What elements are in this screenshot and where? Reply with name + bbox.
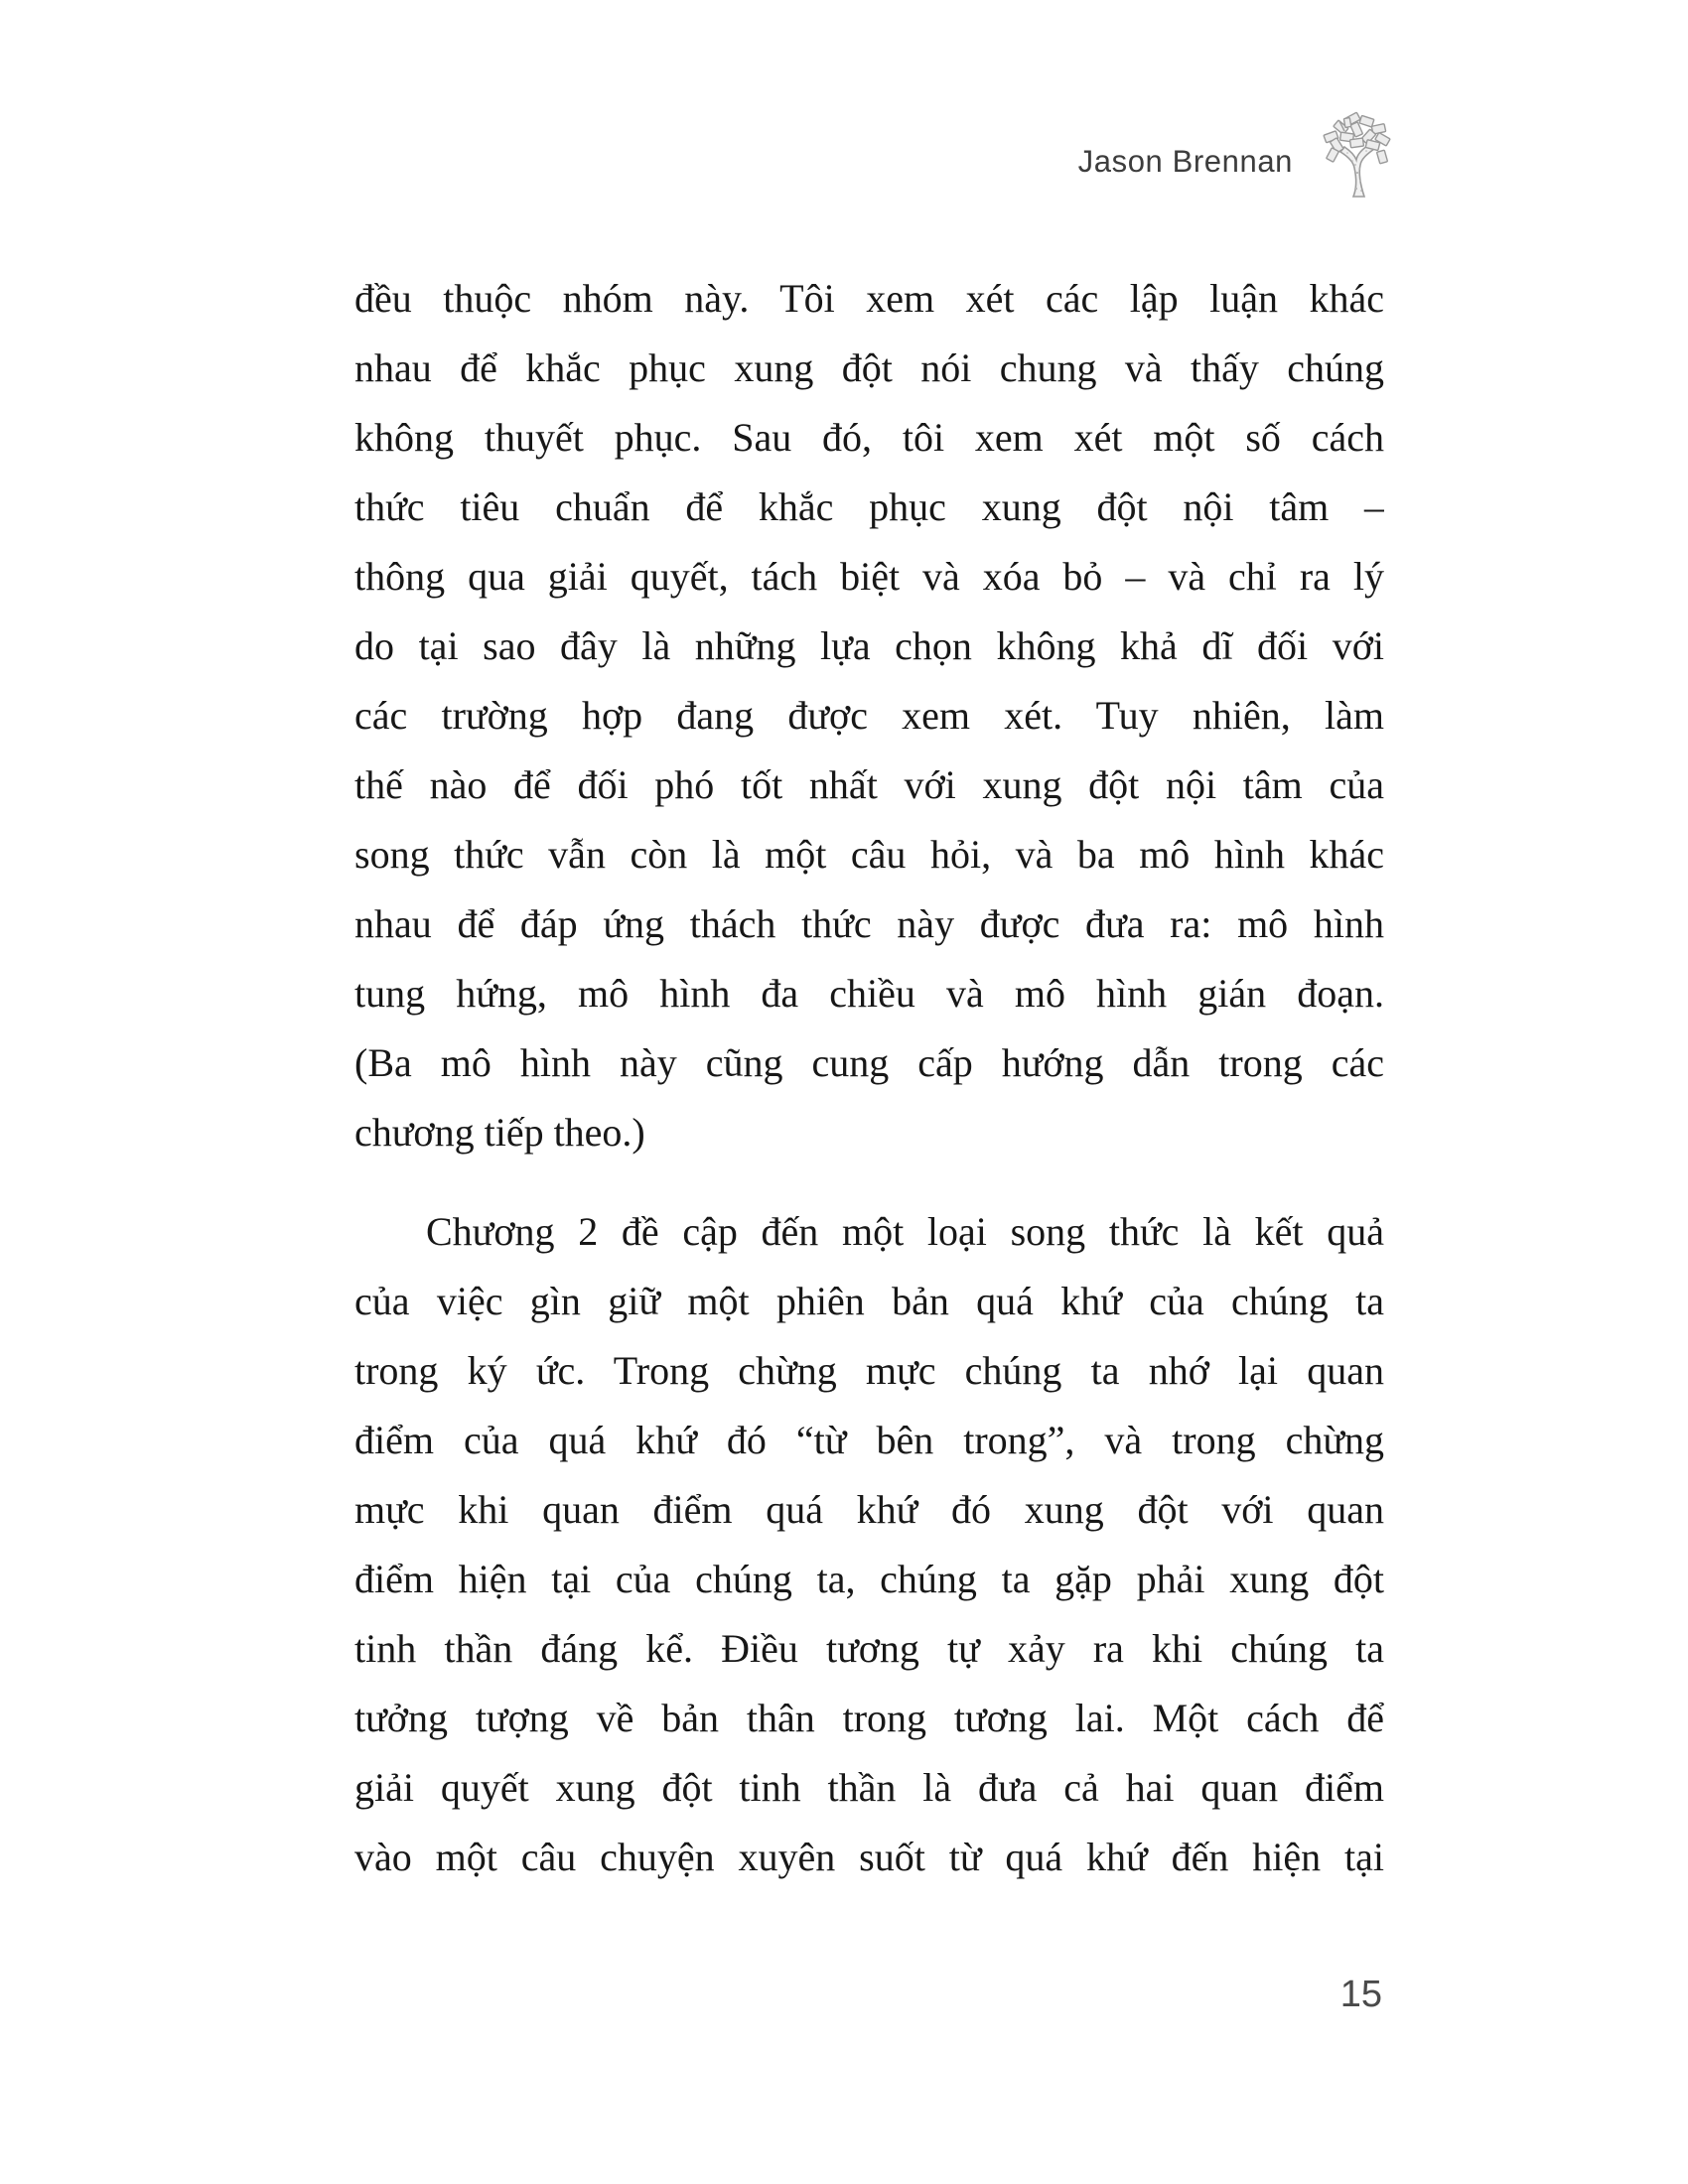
text-line: tung hứng, mô hình đa chiều và mô hình gián đoạn. — [354, 971, 1384, 1016]
text-line: điểm hiện tại của chúng ta, chúng ta gặp phải xung đột — [354, 1557, 1384, 1601]
text-line: trong ký ức. Trong chừng mực chúng ta nhớ lại quan — [354, 1348, 1384, 1393]
body-text — [354, 264, 1384, 1892]
text-line: giải quyết xung đột tinh thần là đưa cả hai quan điểm — [354, 1765, 1384, 1810]
text-line: thức tiêu chuẩn để khắc phục xung đột nội tâm – — [354, 484, 1384, 529]
page-number: 15 — [1339, 1974, 1382, 2015]
text-line: tưởng tượng về bản thân trong tương lai. Một cách để — [354, 1696, 1384, 1740]
text-line: thông qua giải quyết, tách biệt và xóa bỏ – và chỉ ra lý — [354, 554, 1384, 599]
running-header-author: Jason Brennan — [1077, 143, 1293, 180]
paragraph — [354, 264, 1384, 1167]
text-line: tinh thần đáng kể. Điều tương tự xảy ra khi chúng ta — [354, 1626, 1384, 1671]
text-line: các trường hợp đang được xem xét. Tuy nhiên, làm — [354, 693, 1384, 738]
text-line: do tại sao đây là những lựa chọn không khả dĩ đối với — [354, 623, 1384, 668]
text-line: điểm của quá khứ đó “từ bên trong”, và trong chừng — [354, 1418, 1384, 1462]
text-line: vào một câu chuyện xuyên suốt từ quá khứ đến hiện tại — [354, 1835, 1384, 1879]
text-line: đều thuộc nhóm này. Tôi xem xét các lập luận khác — [354, 276, 1384, 321]
text-line: song thức vẫn còn là một câu hỏi, và ba mô hình khác — [354, 832, 1384, 877]
text-line: nhau để khắc phục xung đột nói chung và thấy chúng — [354, 345, 1384, 390]
running-header — [0, 111, 1394, 199]
text-line: (Ba mô hình này cũng cung cấp hướng dẫn trong các — [354, 1040, 1384, 1085]
text-line: Chương 2 đề cập đến một loại song thức là kết quả — [426, 1209, 1384, 1254]
text-line: chương tiếp theo.) — [354, 1110, 645, 1155]
paragraph — [354, 1197, 1384, 1892]
tree-of-books-logo-icon — [1317, 111, 1394, 199]
text-line: thế nào để đối phó tốt nhất với xung đột nội tâm của — [354, 762, 1384, 807]
text-line: không thuyết phục. Sau đó, tôi xem xét một số cách — [354, 415, 1384, 460]
text-line: mực khi quan điểm quá khứ đó xung đột với quan — [354, 1487, 1384, 1532]
text-line: của việc gìn giữ một phiên bản quá khứ của chúng ta — [354, 1279, 1384, 1323]
text-line: nhau để đáp ứng thách thức này được đưa ra: mô hình — [354, 901, 1384, 946]
